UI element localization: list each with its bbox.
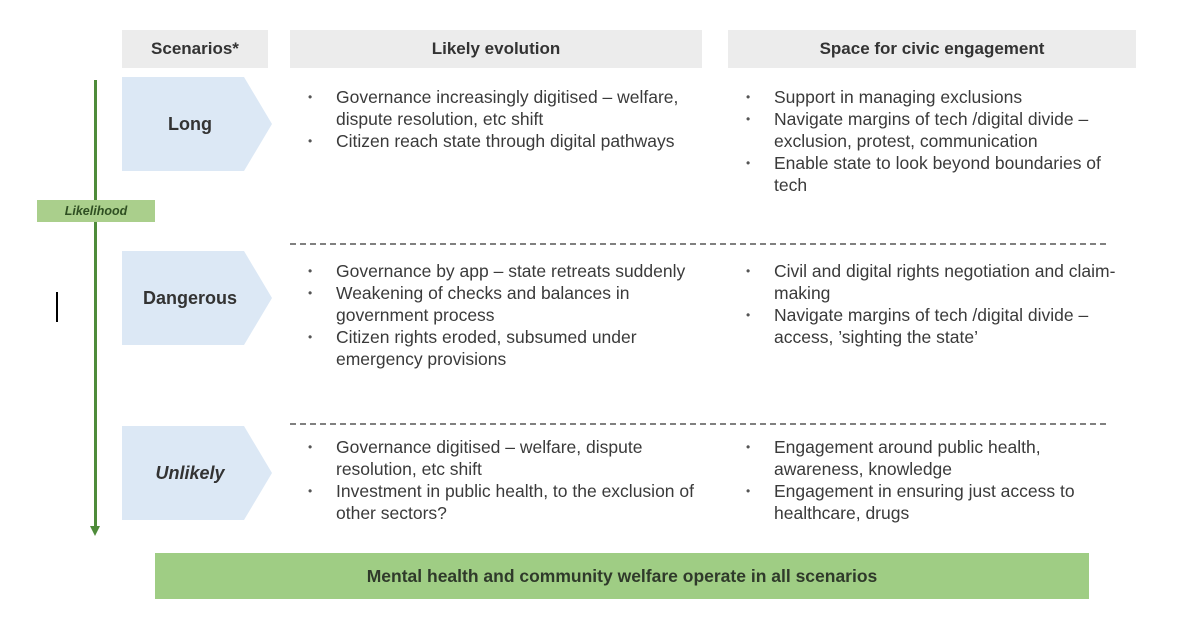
scenario-label-long: Long: [168, 113, 212, 134]
list-item: • Governance increasingly digitised – welfare, dispute resolution, etc shift: [298, 86, 698, 130]
list-item: • Weakening of checks and balances in government process: [298, 282, 698, 326]
list-item: • Investment in public health, to the exclusion of other sectors?: [298, 480, 698, 524]
list-item: • Enable state to look beyond boundaries of tech: [736, 152, 1126, 196]
civic-list-unlikely: [736, 436, 1126, 524]
list-item: • Engagement around public health, awareness, knowledge: [736, 436, 1126, 480]
evolution-list-dangerous: [298, 260, 698, 370]
likelihood-label: Likelihood: [37, 200, 155, 222]
scenario-label-dangerous: Dangerous: [142, 287, 238, 308]
arrow-down-icon: [90, 526, 100, 536]
footer-banner: Mental health and community welfare operate in all scenarios: [155, 553, 1089, 599]
scenario-chevron-long: [122, 77, 272, 171]
list-item: • Civil and digital rights negotiation and claim-making: [736, 260, 1126, 304]
scenario-chevron-unlikely: [122, 426, 272, 520]
list-item: • Citizen reach state through digital pathways: [298, 130, 698, 152]
list-item: • Citizen rights eroded, subsumed under emergency provisions: [298, 326, 698, 370]
evolution-list-long: [298, 86, 698, 152]
list-item: • Support in managing exclusions: [736, 86, 1126, 108]
list-item: • Governance digitised – welfare, dispute resolution, etc shift: [298, 436, 698, 480]
header-likely-evolution: Likely evolution: [290, 30, 702, 68]
civic-list-long: [736, 86, 1126, 196]
likelihood-arrow-line: [94, 80, 97, 528]
scenario-label-unlikely: Unlikely: [155, 462, 225, 483]
header-civic-space: Space for civic engagement: [728, 30, 1136, 68]
list-item: • Governance by app – state retreats suddenly: [298, 260, 698, 282]
list-item: • Navigate margins of tech /digital divide – exclusion, protest, communication: [736, 108, 1126, 152]
header-scenarios: Scenarios*: [122, 30, 268, 68]
list-item: • Engagement in ensuring just access to healthcare, drugs: [736, 480, 1126, 524]
text-cursor-mark: [56, 292, 58, 322]
list-item: • Navigate margins of tech /digital divide – access, ’sighting the state’: [736, 304, 1126, 348]
evolution-list-unlikely: [298, 436, 698, 524]
row-divider: [290, 243, 1106, 245]
civic-list-dangerous: [736, 260, 1126, 348]
row-divider: [290, 423, 1106, 425]
scenario-chevron-dangerous: [122, 251, 272, 345]
